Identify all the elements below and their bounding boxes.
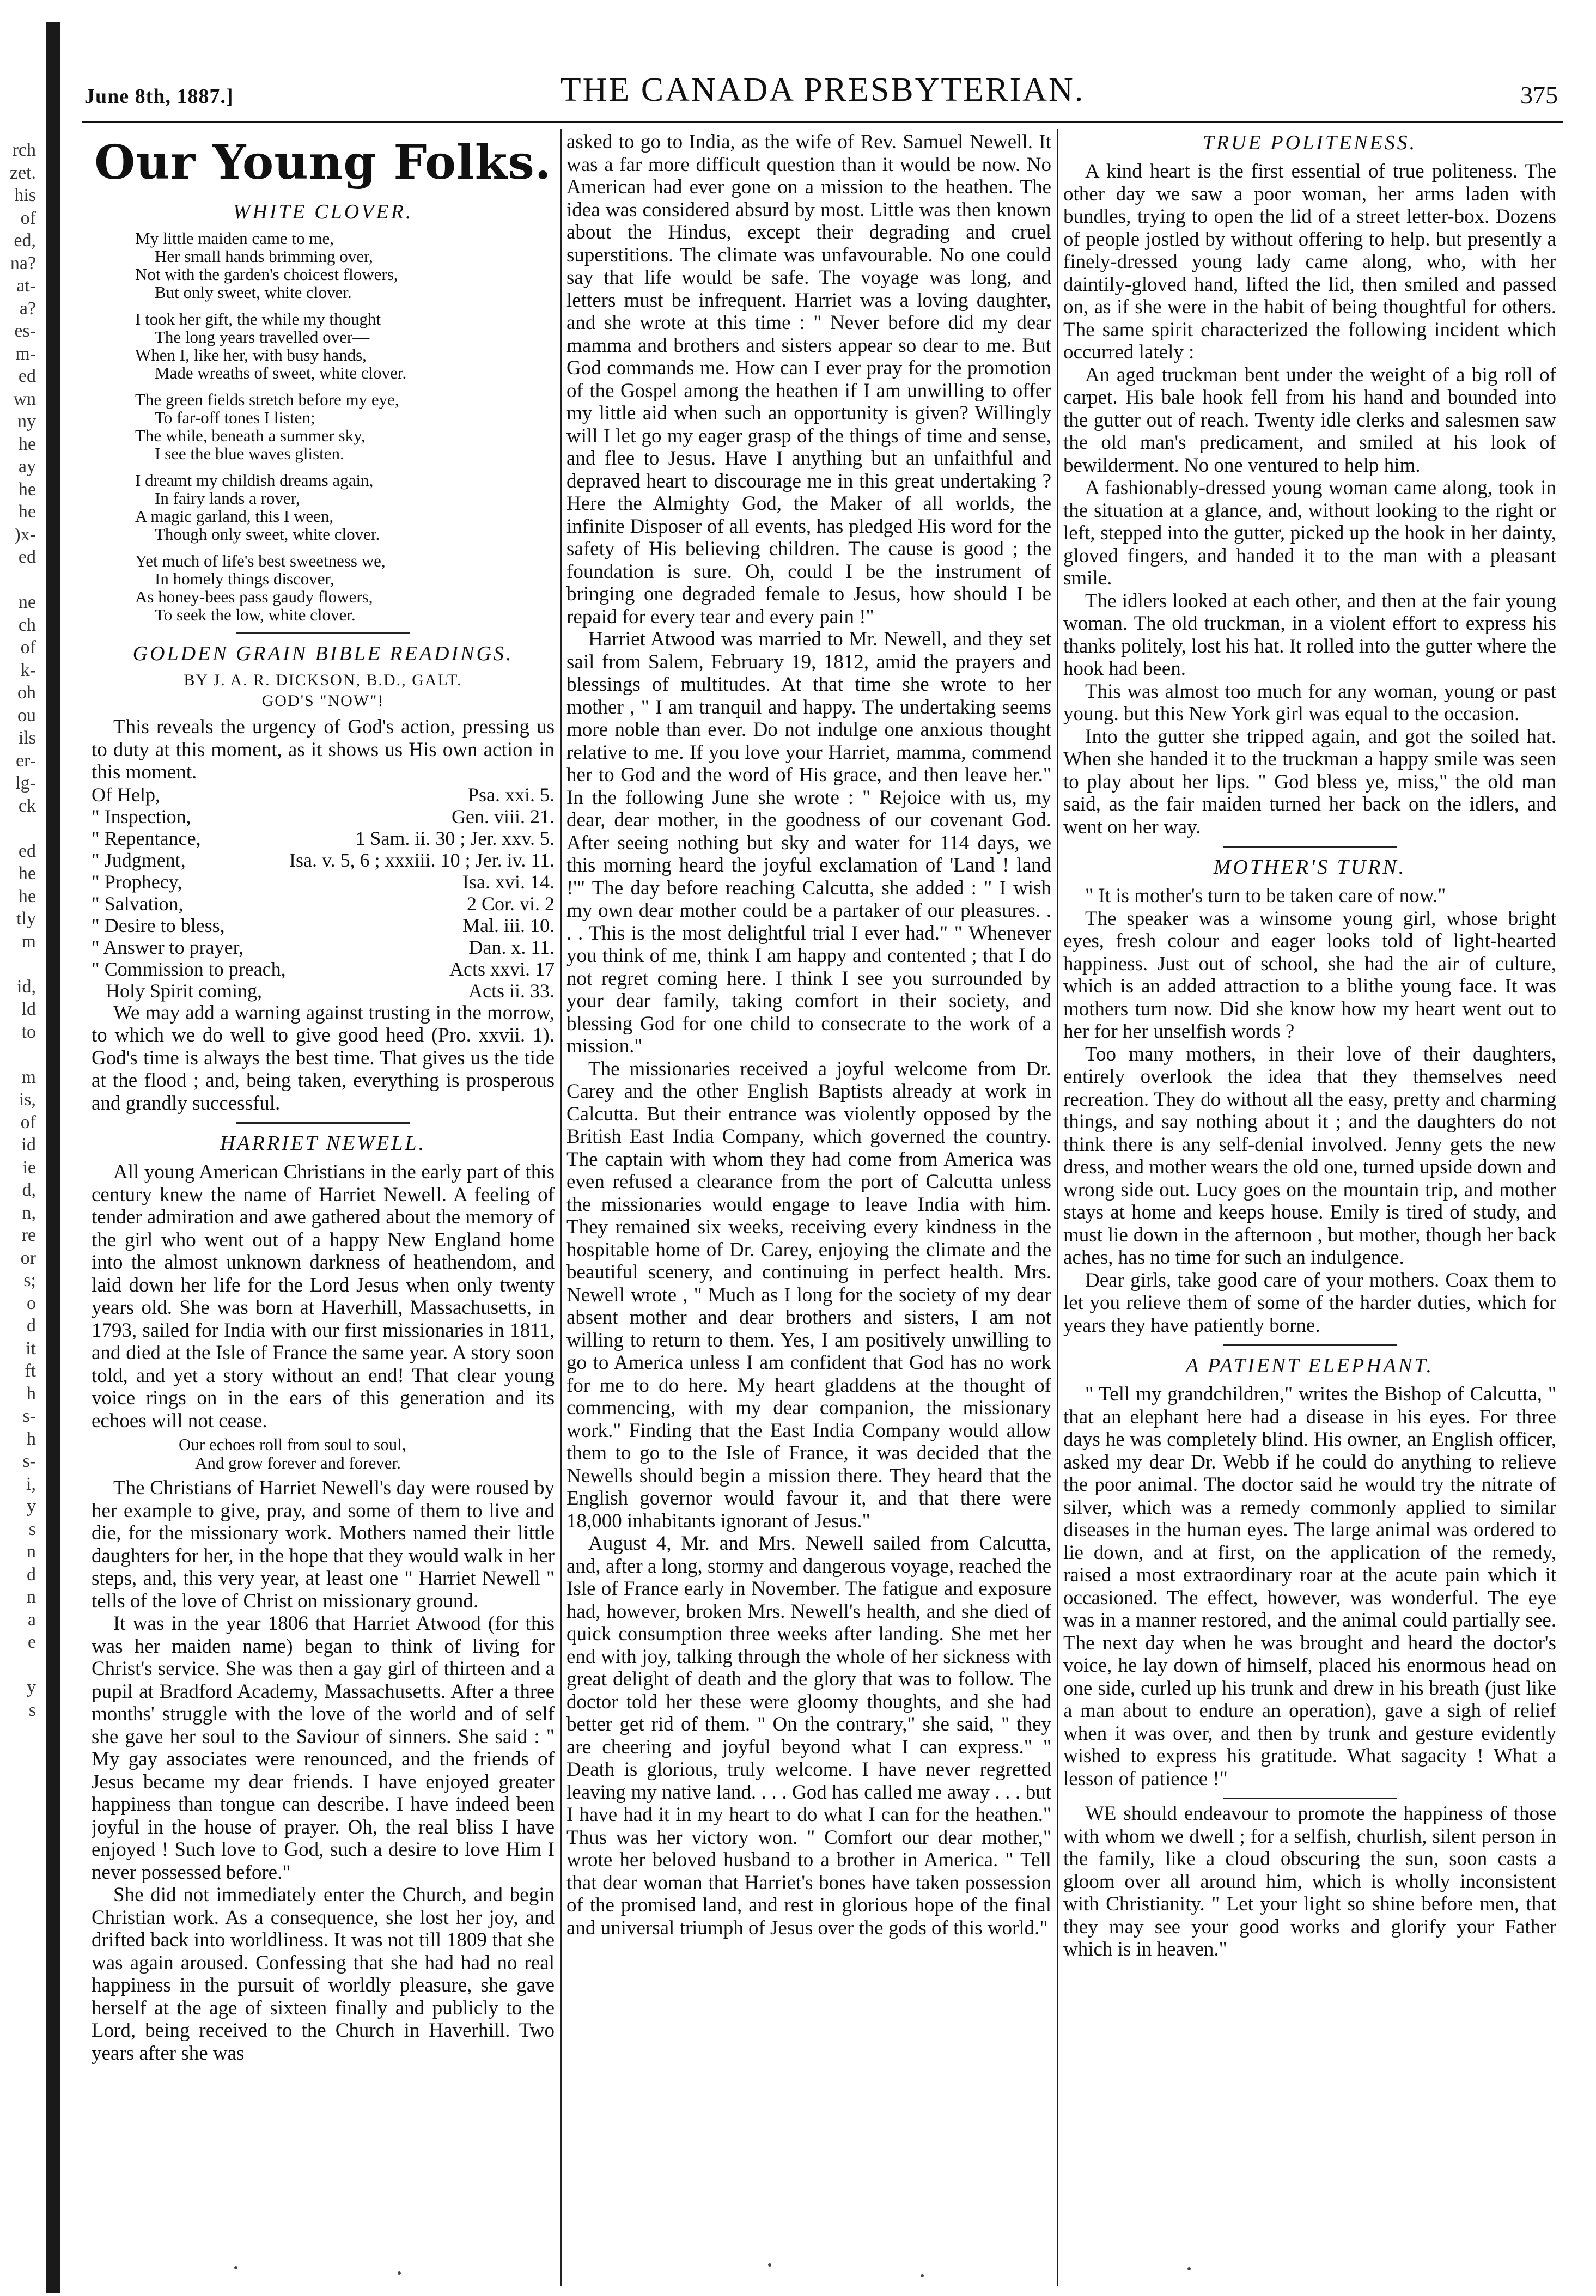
margin-fragment — [0, 569, 39, 592]
reference-citation: Isa. xvi. 14. — [462, 870, 555, 893]
poem-stanza — [135, 229, 555, 301]
margin-fragment: m- — [15, 343, 36, 364]
margin-fragment: his — [14, 185, 36, 205]
reference-row — [92, 871, 555, 893]
margin-fragment: na? — [10, 253, 36, 273]
poem-line: The green fields stretch before my eye, — [135, 390, 399, 409]
harriet-paragraph-3: It was in the year 1806 that Harriet Atwood (for this was her maiden name) began to think of living for Christ's service. She was then a gay girl of thirteen and a pupil at Bradford Academy, Massachusetts. After a three months' struggle with the love of the world and of self she gave her soul to the Saviour of sinners. She said : " My gay associates were renounced, and the friends of Jesus became my dear friends. I have enjoyed greater happiness than tongue can describe. I have indeed been joyful in the house of prayer. Oh, the real bliss I have enjoyed ! Such love to God, such a desire to love Him I never possessed before." — [92, 1612, 555, 1884]
reference-citation: Acts xxvi. 17 — [449, 958, 555, 980]
golden-grain-intro: This reveals the urgency of God's action, pressing us to duty at this moment, as it shows us His own action in this moment. — [92, 716, 555, 783]
margin-fragment: y — [27, 1677, 36, 1697]
couplet-line-2: And grow forever and forever. — [195, 1453, 401, 1472]
mothers-turn-title: MOTHER'S TURN. — [1213, 856, 1406, 879]
margin-fragment: oh — [17, 683, 36, 703]
margin-fragment: lg- — [15, 773, 36, 793]
margin-fragment: e — [27, 1632, 36, 1652]
poem-line: To seek the low, white clover. — [155, 605, 356, 624]
golden-grain-subhead: GOD'S "NOW"! — [261, 692, 385, 710]
margin-fragment: n, — [22, 1202, 36, 1223]
margin-fragment — [0, 1721, 39, 1744]
poem-stanza — [135, 310, 555, 382]
margin-fragment: d, — [22, 1180, 36, 1200]
poem-line: To far-off tones I listen; — [155, 408, 315, 427]
margin-fragment: s- — [22, 1406, 36, 1426]
margin-fragment: id, — [17, 976, 36, 997]
reference-citation: Gen. viii. 21. — [452, 805, 555, 827]
margin-fragment: re — [21, 1225, 36, 1245]
margin-fragment: s — [28, 1700, 36, 1720]
reference-label: " Desire to bless, — [92, 914, 225, 936]
scripture-references — [92, 784, 555, 1002]
poem-line: Made wreaths of sweet, white clover. — [155, 363, 407, 382]
poem-line: Not with the garden's choicest flowers, — [135, 265, 398, 284]
mother-paragraph: " It is mother's turn to be taken care of now." — [1085, 885, 1446, 907]
reference-citation: 2 Cor. vi. 2 — [466, 892, 555, 915]
reference-row — [92, 827, 555, 849]
margin-fragment: d — [27, 1316, 36, 1336]
reference-label: " Judgment, — [92, 849, 186, 871]
margin-fragment: s — [28, 1519, 36, 1539]
mother-paragraph: Too many mothers, in their love of their daughters, entirely overlook the idea that they themselves need recreation. They do without all the easy, pretty and charming things, and say nothing about it ; and the daughters do not think there is any self-denial involved. Jenny gets the new dress, and mother wears the old one, turned upside down and wrong side out. Lucy goes on the mountain trip, and mother stays at home and keeps house. Emily is tired of study, and must lie down in the afternoon , but mother, though her back aches, has no time for such an indulgence. — [1063, 1043, 1556, 1269]
politeness-paragraph: This was almost too much for any woman, young or past young. but this New York girl was equal to the occasion. — [1063, 680, 1556, 725]
reference-label: " Prophecy, — [92, 870, 182, 893]
harriet-continued-4: August 4, Mr. and Mrs. Newell sailed from Calcutta, and, after a long, stormy and dangerous voyage, reached the Isle of France early in November. The fatigue and exposure had, however, broken Mrs. Newell's health, and she died of quick consumption three weeks after landing. She met her end with joy, talking through the whole of her sickness with great delight of death and the glory that was to follow. The doctor told her these were gloomy thoughts, and she had better get rid of them. " On the contrary," she said, " they are cheering and joyful beyond what I can express." " Death is glorious, truly welcome. I have never regretted leaving my native land. . . . God has called me away . . . but I have had it in my heart to do what I can for the heathen." Thus was her victory won. " Comfort our dear mother," wrote her beloved husband to a brother in America. " Tell that dear woman that Harriet's bones have taken possession of the promised land, and rest in glorious hope of the final and universal triumph of Jesus over the gods of this world." — [566, 1532, 1051, 1939]
issue-date: June 8th, 1887.] — [84, 85, 234, 108]
margin-fragment — [0, 1744, 39, 1767]
poem-white-clover — [135, 229, 555, 624]
margin-fragment: ft — [25, 1361, 36, 1381]
reference-citation: Psa. xxi. 5. — [467, 783, 555, 806]
margin-fragment — [0, 1767, 39, 1789]
margin-fragment: y — [27, 1496, 36, 1517]
column-divider-2 — [1057, 129, 1058, 2286]
quoted-couplet — [179, 1435, 555, 1472]
poem-line: When I, like her, with busy hands, — [135, 345, 367, 364]
closing-paragraph: WE should endeavour to promote the happiness of those with whom we dwell ; for a selfish, churlish, silent person in the family, like a cloud obscuring the sun, soon casts a gloom over all around him, which is wholly inconsistent with Christianity. " Let your light so shine before men, that they may see your good works and glorify your Father which is in heaven." — [1063, 1802, 1556, 1960]
golden-grain-title: GOLDEN GRAIN BIBLE READINGS. — [132, 642, 514, 665]
poem-line: The long years travelled over— — [155, 327, 370, 346]
section-divider — [1223, 1798, 1397, 1799]
reference-citation: Acts ii. 33. — [468, 979, 555, 1002]
harriet-paragraph-2: The Christians of Harriet Newell's day were roused by her example to give, pray, and some of them to live and die, for the missionary work. Mothers named their little daughters for her, in the hope that they would walk in her steps, and, this very year, at least one " Harriet Newell " tells of the love of Christ on missionary ground. — [92, 1477, 555, 1612]
margin-fragment: to — [21, 1021, 36, 1042]
margin-fragment: o — [27, 1293, 36, 1313]
margin-fragment: s- — [22, 1451, 36, 1471]
margin-fragment: at- — [16, 276, 36, 296]
margin-fragment: a? — [19, 298, 36, 319]
margin-fragment: ny — [17, 411, 36, 431]
margin-fragment: i, — [26, 1473, 36, 1494]
section-divider — [236, 632, 410, 634]
section-divider — [236, 1122, 410, 1124]
print-specks — [234, 2261, 1215, 2282]
reference-row — [92, 958, 555, 980]
margin-fragment: ie — [22, 1157, 36, 1178]
poem-line: I see the blue waves glisten. — [155, 444, 344, 463]
margin-fragment: he — [18, 863, 36, 884]
margin-fragment: rch — [12, 140, 36, 160]
reference-row — [92, 806, 555, 827]
margin-fragment: er- — [15, 750, 36, 771]
margin-fragment — [0, 1789, 39, 1812]
section-divider — [1223, 846, 1397, 848]
harriet-continued-2: Harriet Atwood was married to Mr. Newell, and they set sail from Salem, February 19, 1812, amid the prayers and blessings of multitudes. At that time she wrote to her mother , " I am tranquil and happy. The undertaking seems more noble than ever. Do not indulge one anxious thought relative to me. If you love your Harriet, mamma, commend her to God and the word of His grace, and then leave her." In the following June she wrote : " Rejoice with us, my dear, dear mother, in the goodness of our covenant God. After seeing nothing but sky and water for 114 days, we this morning heard the joyful exclamation of 'Land ! land !'" The day before reaching Calcutta, she added : " I wish my own dear mother could be a partaker of our pleasures. . . . This is the most delightful trial I ever had." " Whenever you think of me, think I am happy and contented ; that I do not regret coming here. I think I see you surrounded by your dear family, taking comfort in their society, and blessing God for one child to consecrate to the work of a mission." — [566, 628, 1051, 1057]
poem-line: I dreamt my childish dreams again, — [135, 471, 374, 490]
margin-fragment: d — [27, 1564, 36, 1585]
margin-fragment: k- — [20, 660, 36, 680]
margin-fragment: a — [27, 1609, 36, 1630]
politeness-paragraph: Into the gutter she tripped again, and got the soiled hat. When she handed it to the truckman a happy smile was seen to play about her lips. " God bless ye, miss," the old man said, as the fair maiden turned her back on the idlers, and went on her way. — [1063, 725, 1556, 838]
margin-fragment — [0, 953, 39, 976]
margin-fragment: n — [27, 1542, 36, 1562]
reference-row — [92, 849, 555, 871]
margin-fragment — [0, 1654, 39, 1677]
section-divider — [1223, 1344, 1397, 1346]
margin-fragment: of — [20, 637, 36, 657]
margin-fragment: ils — [18, 728, 36, 748]
margin-fragment: of — [20, 208, 36, 228]
margin-fragment: h — [27, 1383, 36, 1404]
poem-line: My little maiden came to me, — [135, 229, 334, 248]
section-masthead: Our Young Folks. — [94, 135, 552, 190]
poem-line: I took her gift, the while my thought — [135, 309, 381, 328]
margin-fragment: ay — [18, 456, 36, 477]
margin-fragment: ed — [18, 547, 36, 567]
reference-citation: Mal. iii. 10. — [462, 914, 555, 936]
reference-label: Holy Spirit coming, — [106, 979, 262, 1002]
margin-fragment — [0, 1043, 39, 1066]
margin-fragment: ne — [18, 592, 36, 612]
poem-line: As honey-bees pass gaudy flowers, — [135, 587, 373, 606]
previous-page-margin-fragments — [0, 139, 39, 2100]
poem-title: WHITE CLOVER. — [233, 200, 413, 223]
reference-label: " Inspection, — [92, 805, 191, 827]
column-3 — [1063, 131, 1556, 2271]
patient-elephant-title: A PATIENT ELEPHANT. — [1185, 1354, 1434, 1377]
margin-fragment: m — [21, 931, 36, 952]
reference-row — [92, 784, 555, 806]
reference-row — [92, 980, 555, 1002]
margin-fragment: es- — [14, 321, 36, 341]
header-rule — [82, 121, 1563, 123]
page-header — [76, 71, 1569, 120]
harriet-continued-3: The missionaries received a joyful welcome from Dr. Carey and the other English Baptists already at work in Calcutta. But their entrance was violently opposed by the British East India Company, which governed the country. The captain with whom they had come from America was even refused a clearance from the port of Calcutta unless the missionaries would engage to leave India with him. They remained six weeks, receiving every kindness in the hospitable home of Dr. Carey, enjoying the climate and the beautiful scenery, and continuing in perfect health. Mrs. Newell wrote , " Much as I long for the society of my dear absent mother and dear brothers and sisters, I am not willing to return to them. Yes, I am positively unwilling to go to America unless I am confident that God has no work for me to do here. My heart gladdens at the thought of commencing, with my dear companion, the missionary work." Finding that the East India Company would allow them to go to the Isle of France, it was decided that the Newells should begin a mission there. They heard that the English governor would favour it, and that there were 18,000 inhabitants ignorant of Jesus." — [566, 1057, 1051, 1532]
harriet-paragraph-4: She did not immediately enter the Church, and begin Christian work. As a consequence, she lost her joy, and drifted back into worldliness. It was not till 1809 that she was again aroused. Confessing that she had had no real happiness in the pursuit of worldly pleasure, she gave herself at the age of sixteen finally and publicly to the Lord, being received to the Church in Haverhill. Two years after she was — [92, 1884, 555, 2064]
poem-line: A magic garland, this I ween, — [135, 507, 334, 526]
true-politeness-title: TRUE POLITENESS. — [1202, 131, 1417, 154]
poem-line: Her small hands brimming over, — [155, 247, 373, 266]
margin-fragment: ed — [18, 366, 36, 386]
margin-fragment: zet. — [9, 162, 36, 183]
couplet-line-1: Our echoes roll from soul to soul, — [179, 1435, 406, 1454]
poem-stanza — [135, 552, 555, 624]
margin-fragment: he — [18, 434, 36, 454]
margin-fragment: ou — [17, 705, 36, 726]
newspaper-title: THE CANADA PRESBYTERIAN. — [560, 71, 1085, 108]
golden-grain-byline: BY J. A. R. DICKSON, B.D., GALT. — [184, 671, 462, 689]
column-divider-1 — [560, 129, 562, 2286]
golden-grain-outro: We may add a warning against trusting in the morrow, to which we do well to give good heed (Pro. xxvii. 1). God's time is always the best time. That gives us the tide at the flood ; and, being taken, everything is prosperous and grandly successful. — [92, 1001, 555, 1114]
margin-fragment: tly — [16, 909, 36, 929]
reference-citation: 1 Sam. ii. 30 ; Jer. xxv. 5. — [355, 827, 555, 849]
page-number: 375 — [1520, 81, 1558, 109]
reference-label: " Commission to preach, — [92, 958, 286, 980]
reference-row — [92, 936, 555, 958]
elephant-paragraph: " Tell my grandchildren," writes the Bishop of Calcutta, " that an elephant here had a disease in his eyes. For three days he was completely blind. His owner, an English officer, asked my dear Dr. Webb if he could do anything to relieve the poor animal. The doctor said he would try the nitrate of silver, which was a remedy commonly applied to similar diseases in the human eyes. The large animal was ordered to lie down, and at first, on the application of the remedy, raised a most extraordinary roar at the acute pain which it occasioned. The effect, however, was wonderful. The eye was in a manner restored, and the animal could partially see. The next day when he was brought and heard the doctor's voice, he lay down of himself, placed his enormous head on one side, curled up his trunk and drew in his breath (just like a man about to endure an operation), gave a sigh of relief when it was over, and then by trunk and gesture evidently wished to express his gratitude. What sagacity ! What a lesson of patience !" — [1063, 1383, 1556, 1790]
poem-line: In fairy lands a rover, — [155, 489, 300, 508]
margin-fragment: s; — [23, 1270, 36, 1290]
harriet-continued-1: asked to go to India, as the wife of Rev. Samuel Newell. It was a far more difficult question than it would be now. No American had ever gone on a mission to the heathen. The idea was considered absurd by most. Little was then known about the Hindus, except their degrading and cruel superstitions. The climate was unfavourable. No one could say that life would be safe. The voyage was long, and letters must be infrequent. Harriet was a loving daughter, and she wrote at this time : " Never before did my dear mamma and brothers and sisters appear so dear to me. But God commands me. How can I ever pray for the promotion of the Gospel among the heathen if I am unwilling to offer my little aid when such an opportunity is given? Willingly will I let go my eager grasp of the things of time and sense, and flee to Jesus. Have I anything but an unfaithful and depraved heart to discourage me in this great undertaking ? Here the Almighty God, the Maker of all worlds, the infinite Disposer of all events, has pledged His word for the safety of His believing children. The cause is good ; the foundation is sure. Oh, could I be the instrument of bringing one degraded female to Jesus, how should I be repaid for every tear and every pain !" — [566, 131, 1051, 628]
poem-line: But only sweet, white clover. — [155, 283, 352, 302]
reference-citation: Dan. x. 11. — [468, 936, 555, 958]
reference-row — [92, 893, 555, 915]
harriet-newell-title: HARRIET NEWELL. — [220, 1132, 427, 1155]
column-2 — [566, 131, 1051, 2271]
reference-label: Of Help, — [92, 783, 160, 806]
reference-label: " Answer to prayer, — [92, 936, 244, 958]
margin-fragment: ed, — [14, 230, 36, 251]
margin-fragment: he — [18, 886, 36, 906]
margin-fragment: or — [20, 1247, 36, 1268]
margin-fragment — [0, 817, 39, 840]
margin-fragment: ch — [18, 614, 36, 635]
margin-fragment: he — [18, 479, 36, 500]
margin-fragment: h — [27, 1428, 36, 1449]
mother-paragraph: Dear girls, take good care of your mothers. Coax them to let you relieve them of some of the harder duties, which for years they have patiently borne. — [1063, 1269, 1556, 1337]
mother-paragraph: The speaker was a winsome young girl, whose bright eyes, fresh colour and eager looks told of light-hearted happiness. Just out of school, she had the air of culture, which is an added attraction to a blithe young face. It was mothers turn now. Did she know how my heart went out to her for her unselfish words ? — [1063, 907, 1556, 1043]
poem-line: The while, beneath a summer sky, — [135, 426, 366, 445]
poem-stanza — [135, 471, 555, 543]
margin-fragment: ld — [21, 999, 36, 1019]
margin-fragment: wn — [13, 388, 36, 409]
poem-stanza — [135, 391, 555, 462]
reference-label: " Repentance, — [92, 827, 201, 849]
politeness-paragraph: The idlers looked at each other, and then at the fair young woman. The old truckman, in a violent effort to express his thanks politely, lost his hat. It rolled into the gutter where the hook had been. — [1063, 589, 1556, 680]
poem-line: Yet much of life's best sweetness we, — [135, 551, 386, 570]
politeness-paragraph: An aged truckman bent under the weight of a big roll of carpet. His bale hook fell from his hand and bounded into the gutter out of reach. Twenty idle clerks and salesmen saw the old man's predicament, and smiled at his look of bewilderment. No one ventured to help him. — [1063, 363, 1556, 477]
margin-fragment: is, — [19, 1089, 36, 1110]
reference-citation: Isa. v. 5, 6 ; xxxiii. 10 ; Jer. iv. 11. — [289, 849, 555, 871]
binding-rule — [46, 22, 60, 2293]
margin-fragment: )x- — [14, 524, 36, 545]
margin-fragment: of — [20, 1112, 36, 1132]
margin-fragment: ed — [18, 841, 36, 861]
column-1 — [92, 131, 555, 2271]
margin-fragment: n — [27, 1587, 36, 1607]
margin-fragment: he — [18, 502, 36, 522]
poem-line: Though only sweet, white clover. — [155, 525, 380, 544]
poem-line: In homely things discover, — [155, 569, 334, 588]
margin-fragment: ck — [18, 795, 36, 816]
margin-fragment: m — [21, 1067, 36, 1087]
politeness-paragraph: A kind heart is the first essential of true politeness. The other day we saw a poor woman, her arms laden with bundles, trying to open the lid of a street letter-box. Dozens of people jostled by without offering to help. but presently a finely-dressed young lady came along, who, with her daintily-gloved hand, lifted the lid, then smiled and passed on, as if she were in the habit of being thoughtful for others. The same spirit characterized the following incident which occurred lately : — [1063, 160, 1556, 363]
harriet-paragraph-1: All young American Christians in the early part of this century knew the name of Harriet Newell. A feeling of tender admiration and awe gathered about the memory of the girl who went out of a happy New England home into the almost unknown darkness of heathendom, and laid down her life for the Lord Jesus when only twenty years old. She was born at Haverhill, Massachusetts, in 1793, sailed for India with our first missionaries in 1811, and died at the Isle of France the same year. A story soon told, and yet a story without an end! That clear young voice rings on in the ears of this generation and its echoes will not cease. — [92, 1161, 555, 1432]
reference-row — [92, 915, 555, 936]
margin-fragment: it — [26, 1338, 36, 1359]
reference-label: " Salvation, — [92, 892, 184, 915]
margin-fragment: id — [21, 1135, 36, 1155]
politeness-paragraph: A fashionably-dressed young woman came along, took in the situation at a glance, and, without looking to the right or left, stepped into the gutter, picked up the hook in her dainty, gloved fingers, and handed it to the man with a pleasant smile. — [1063, 477, 1556, 589]
